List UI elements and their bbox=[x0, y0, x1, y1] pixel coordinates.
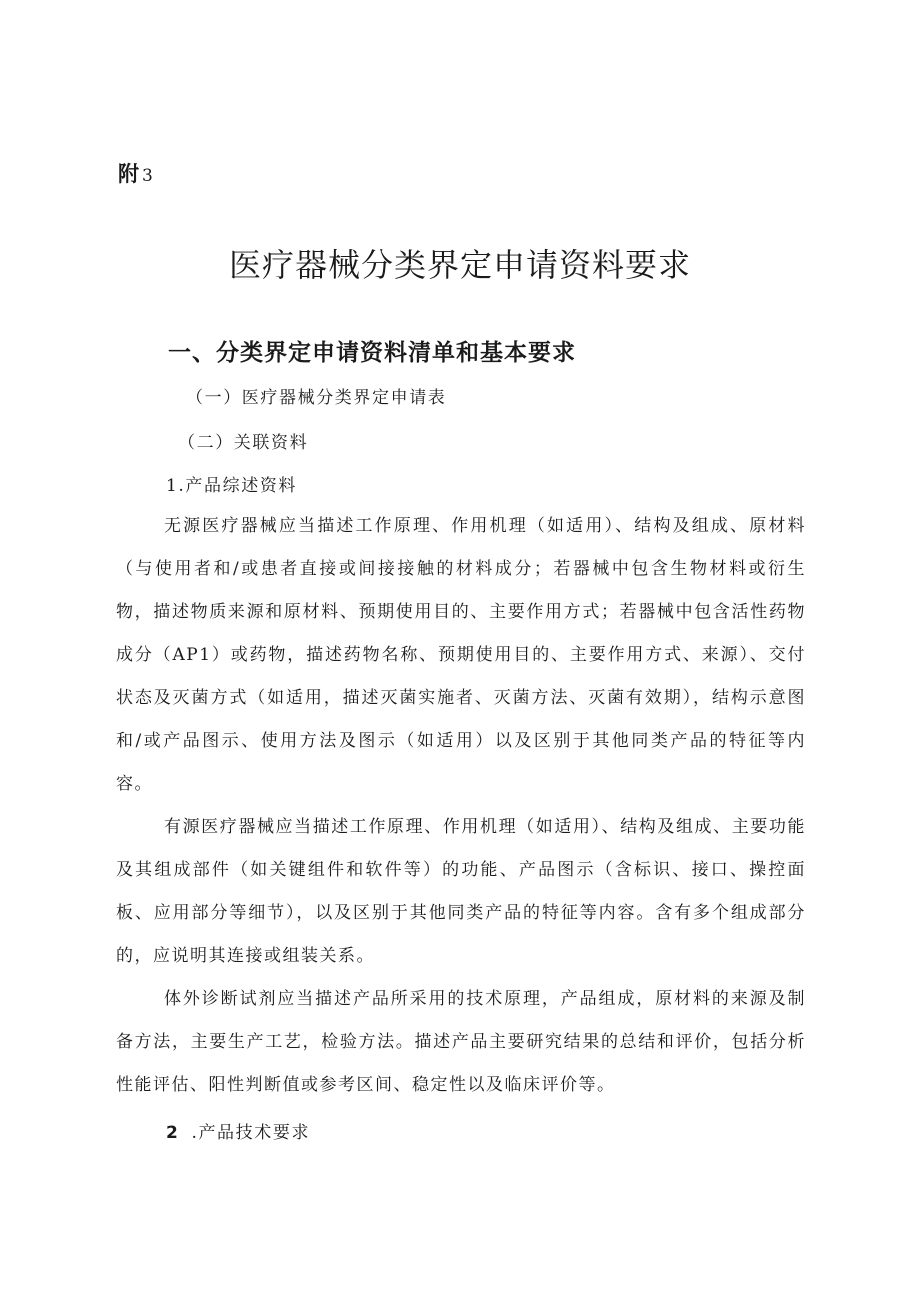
attachment-label bbox=[118, 158, 154, 188]
paragraph-active-devices: 有源医疗器械应当描述工作原理、作用机理（如适用）、结构及组成、主要功能及其组成部件（如关键组件和软件等）的功能、产品图示（含标识、接口、操控面板、应用部分等细节），以及区别于其他同类产品的特征等内容。含有多个组成部分的，应说明其连接或组装关系。 bbox=[116, 817, 806, 966]
attachment-number: 3 bbox=[142, 166, 154, 186]
subsection-heading-overview: 1.产品综述资料 bbox=[166, 476, 298, 496]
item-application-form: （一）医疗器械分类界定申请表 bbox=[186, 388, 447, 408]
subsection-label: .产品技术要求 bbox=[191, 1123, 311, 1143]
subsection-number: 2 bbox=[166, 1123, 180, 1143]
subsection-heading-technical-requirements bbox=[166, 1118, 310, 1143]
paragraph-ivd-reagents: 体外诊断试剂应当描述产品所采用的技术原理，产品组成，原材料的来源及制备方法，主要生产工艺，检验方法。描述产品主要研究结果的总结和评价，包括分析性能评估、阳性判断值或参考区间、稳定性以及临床评价等。 bbox=[116, 989, 806, 1095]
item-related-materials: （二）关联资料 bbox=[178, 433, 309, 453]
paragraph-passive-devices: 无源医疗器械应当描述工作原理、作用机理（如适用）、结构及组成、原材料（与使用者和/或患者直接或间接接触的材料成分；若器械中包含生物材料或衍生物，描述物质来源和原材料、预期使用目的、主要作用方式；若器械中包含活性药物成分（AP1）或药物，描述药物名称、预期使用目的、主要作用方式、来源）、交付状态及灭菌方式（如适用，描述灭菌实施者、灭菌方法、灭菌有效期），结构示意图和/或产品图示、使用方法及图示（如适用）以及区别于其他同类产品的特征等内容。 bbox=[116, 516, 806, 794]
section-heading: 一、分类界定申请资料清单和基本要求 bbox=[168, 340, 576, 366]
document-title: 医疗器械分类界定申请资料要求 bbox=[228, 246, 691, 284]
attachment-label-text: 附 bbox=[118, 162, 140, 186]
